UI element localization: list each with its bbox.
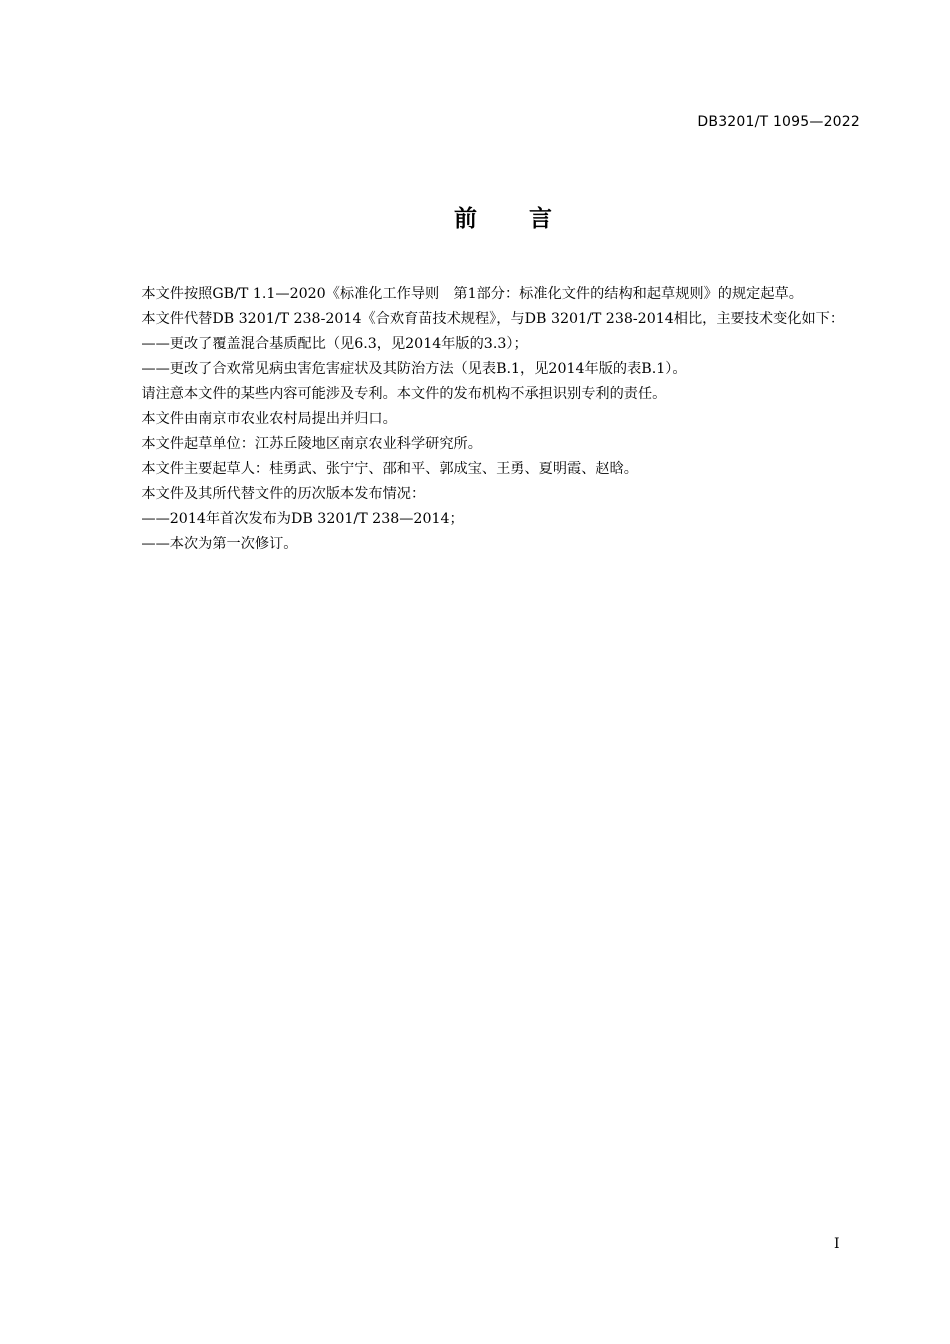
paragraph-drafting-unit: 本文件起草单位：江苏丘陵地区南京农业科学研究所。 [141,436,482,452]
page-number: I [834,1236,840,1252]
document-code-header: DB3201/T 1095—2022 [697,114,860,130]
paragraph-drafting-basis: 本文件按照GB/T 1.1—2020《标准化工作导则 第1部分：标准化文件的结构和起草规则》的规定起草。 [141,286,803,302]
title-char-1: 前 [454,206,477,232]
list-item-version-1: ——2014年首次发布为DB 3201/T 238—2014； [141,511,464,527]
page-title [0,200,950,233]
title-char-2: 言 [529,206,552,232]
list-item-version-2: ——本次为第一次修订。 [141,536,298,552]
paragraph-drafters: 本文件主要起草人：桂勇武、张宁宁、邵和平、郭成宝、王勇、夏明霞、赵晗。 [141,461,638,477]
foreword-body [113,282,861,557]
paragraph-proposer: 本文件由南京市农业农村局提出并归口。 [141,411,397,427]
list-item-change-2: ——更改了合欢常见病虫害危害症状及其防治方法（见表B.1，见2014年版的表B.1）。 [141,361,687,377]
paragraph-replacement-note: 本文件代替DB 3201/T 238-2014《合欢育苗技术规程》，与DB 3201/T 238-2014相比，主要技术变化如下： [141,311,845,327]
paragraph-version-history: 本文件及其所代替文件的历次版本发布情况： [141,486,426,502]
paragraph-patent-notice: 请注意本文件的某些内容可能涉及专利。本文件的发布机构不承担识别专利的责任。 [141,386,667,402]
list-item-change-1: ——更改了覆盖混合基质配比（见6.3，见2014年版的3.3）； [141,336,528,352]
